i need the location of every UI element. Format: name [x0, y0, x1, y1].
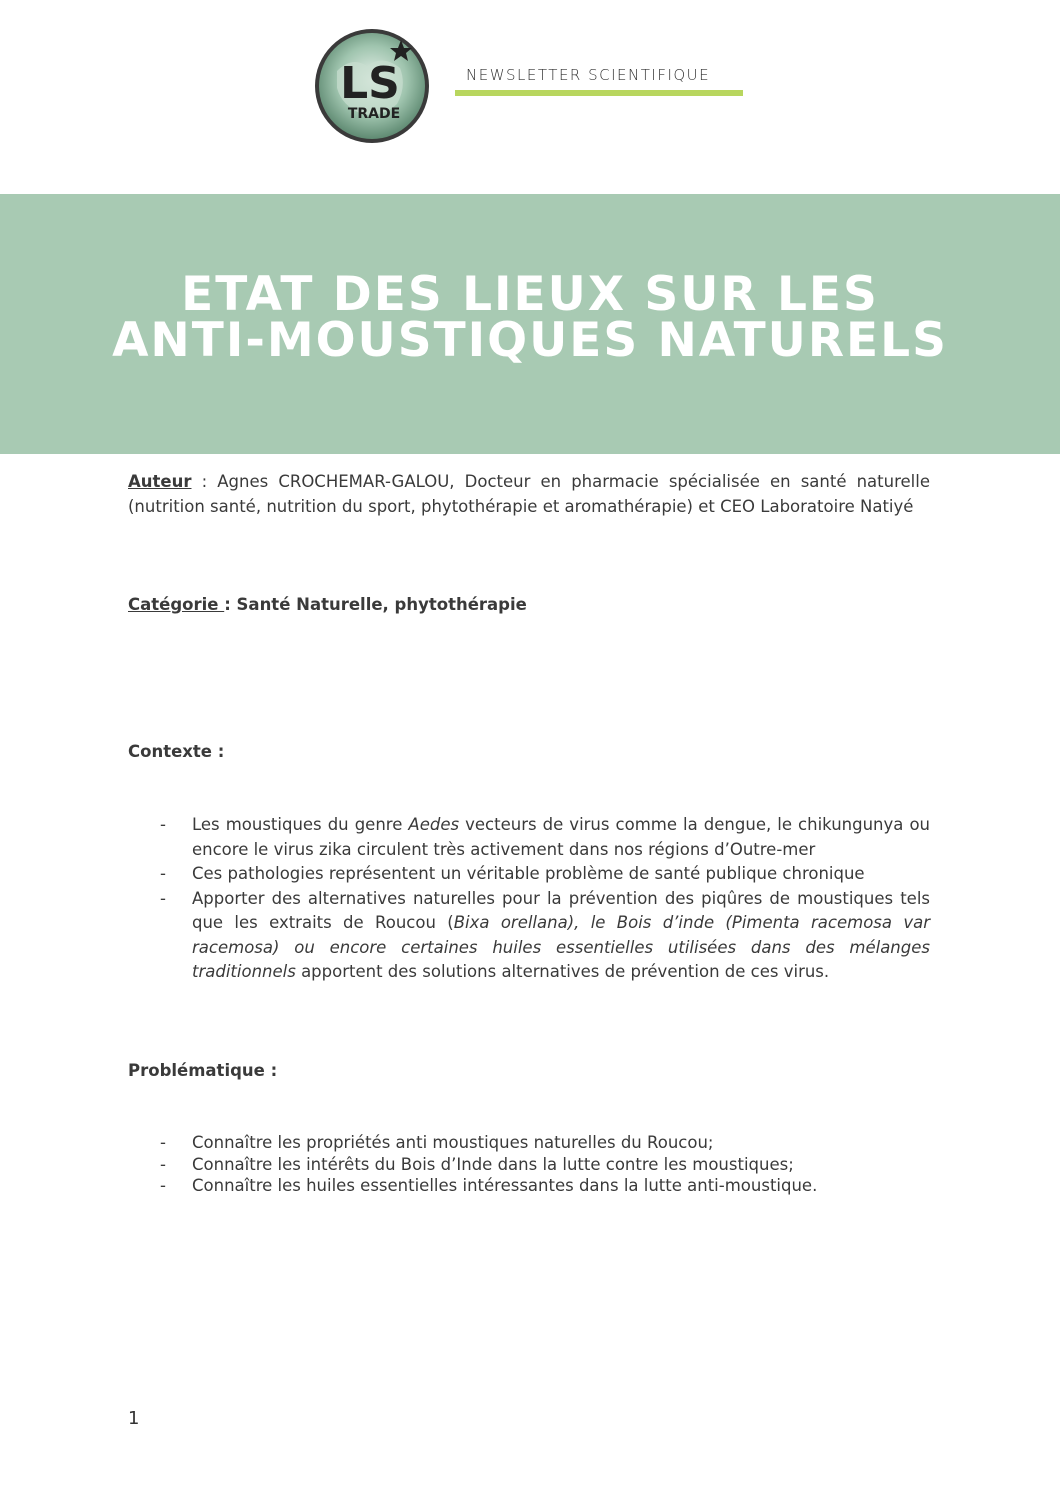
list-item: - Connaître les intérêts du Bois d’Inde dans la lutte contre les moustiques; [160, 1154, 794, 1174]
document-body [128, 470, 930, 1195]
logo-trade-text: TRADE [347, 106, 401, 122]
problematique-heading: Problématique : [128, 1061, 278, 1080]
newsletter-label: NEWSLETTER SCIENTIFIQUE [466, 66, 711, 84]
author-sep: : [191, 472, 218, 491]
contexte-list [128, 813, 930, 985]
author-label: Auteur [128, 472, 192, 491]
title-line-2: ANTI-MOUSTIQUES NATURELS [112, 313, 948, 368]
list-item: - Apporter des alternatives naturelles pour la prévention des piqûres de moustiques tels que les extraits de Roucou (Bixa orellana), le Bois d’inde (Pimenta racemosa var racemosa) ou encore certaines huiles essentielles utilisées dans des mélanges traditionnels apportent des solutions alternatives de prévention de ces virus. [160, 888, 930, 981]
list-item: - Connaître les huiles essentielles intéressantes dans la lutte anti-moustique. [160, 1176, 818, 1195]
list-item: - Connaître les propriétés anti moustiques naturelles du Roucou; [160, 1133, 714, 1152]
list-item: - Ces pathologies représentent un véritable problème de santé publique chronique [160, 864, 865, 883]
category-line [128, 593, 527, 618]
contexte-heading: Contexte : [128, 742, 225, 761]
accent-line [455, 90, 743, 96]
page-title [0, 267, 1060, 368]
title-line-1: ETAT DES LIEUX SUR LES [181, 267, 879, 322]
problematique-list [128, 1132, 930, 1197]
author-paragraph [128, 470, 930, 519]
ls-trade-logo [312, 26, 432, 146]
logo-ls-text: LS [340, 58, 400, 109]
list-item: - Les moustiques du genre Aedes vecteurs de virus comme la dengue, le chikungunya ou encore le virus zika circulent très activement dans nos régions d’Outre-mer [160, 815, 930, 859]
page-number: 1 [128, 1408, 140, 1429]
category-label: Catégorie [128, 595, 225, 614]
author-text: Agnes CROCHEMAR-GALOU, Docteur en pharmacie spécialisée en santé naturelle (nutrition santé, nutrition du sport, phytothérapie et aromathérapie) et CEO Laboratoire Natiyé [128, 472, 930, 516]
category-text: : Santé Naturelle, phytothérapie [224, 595, 527, 614]
